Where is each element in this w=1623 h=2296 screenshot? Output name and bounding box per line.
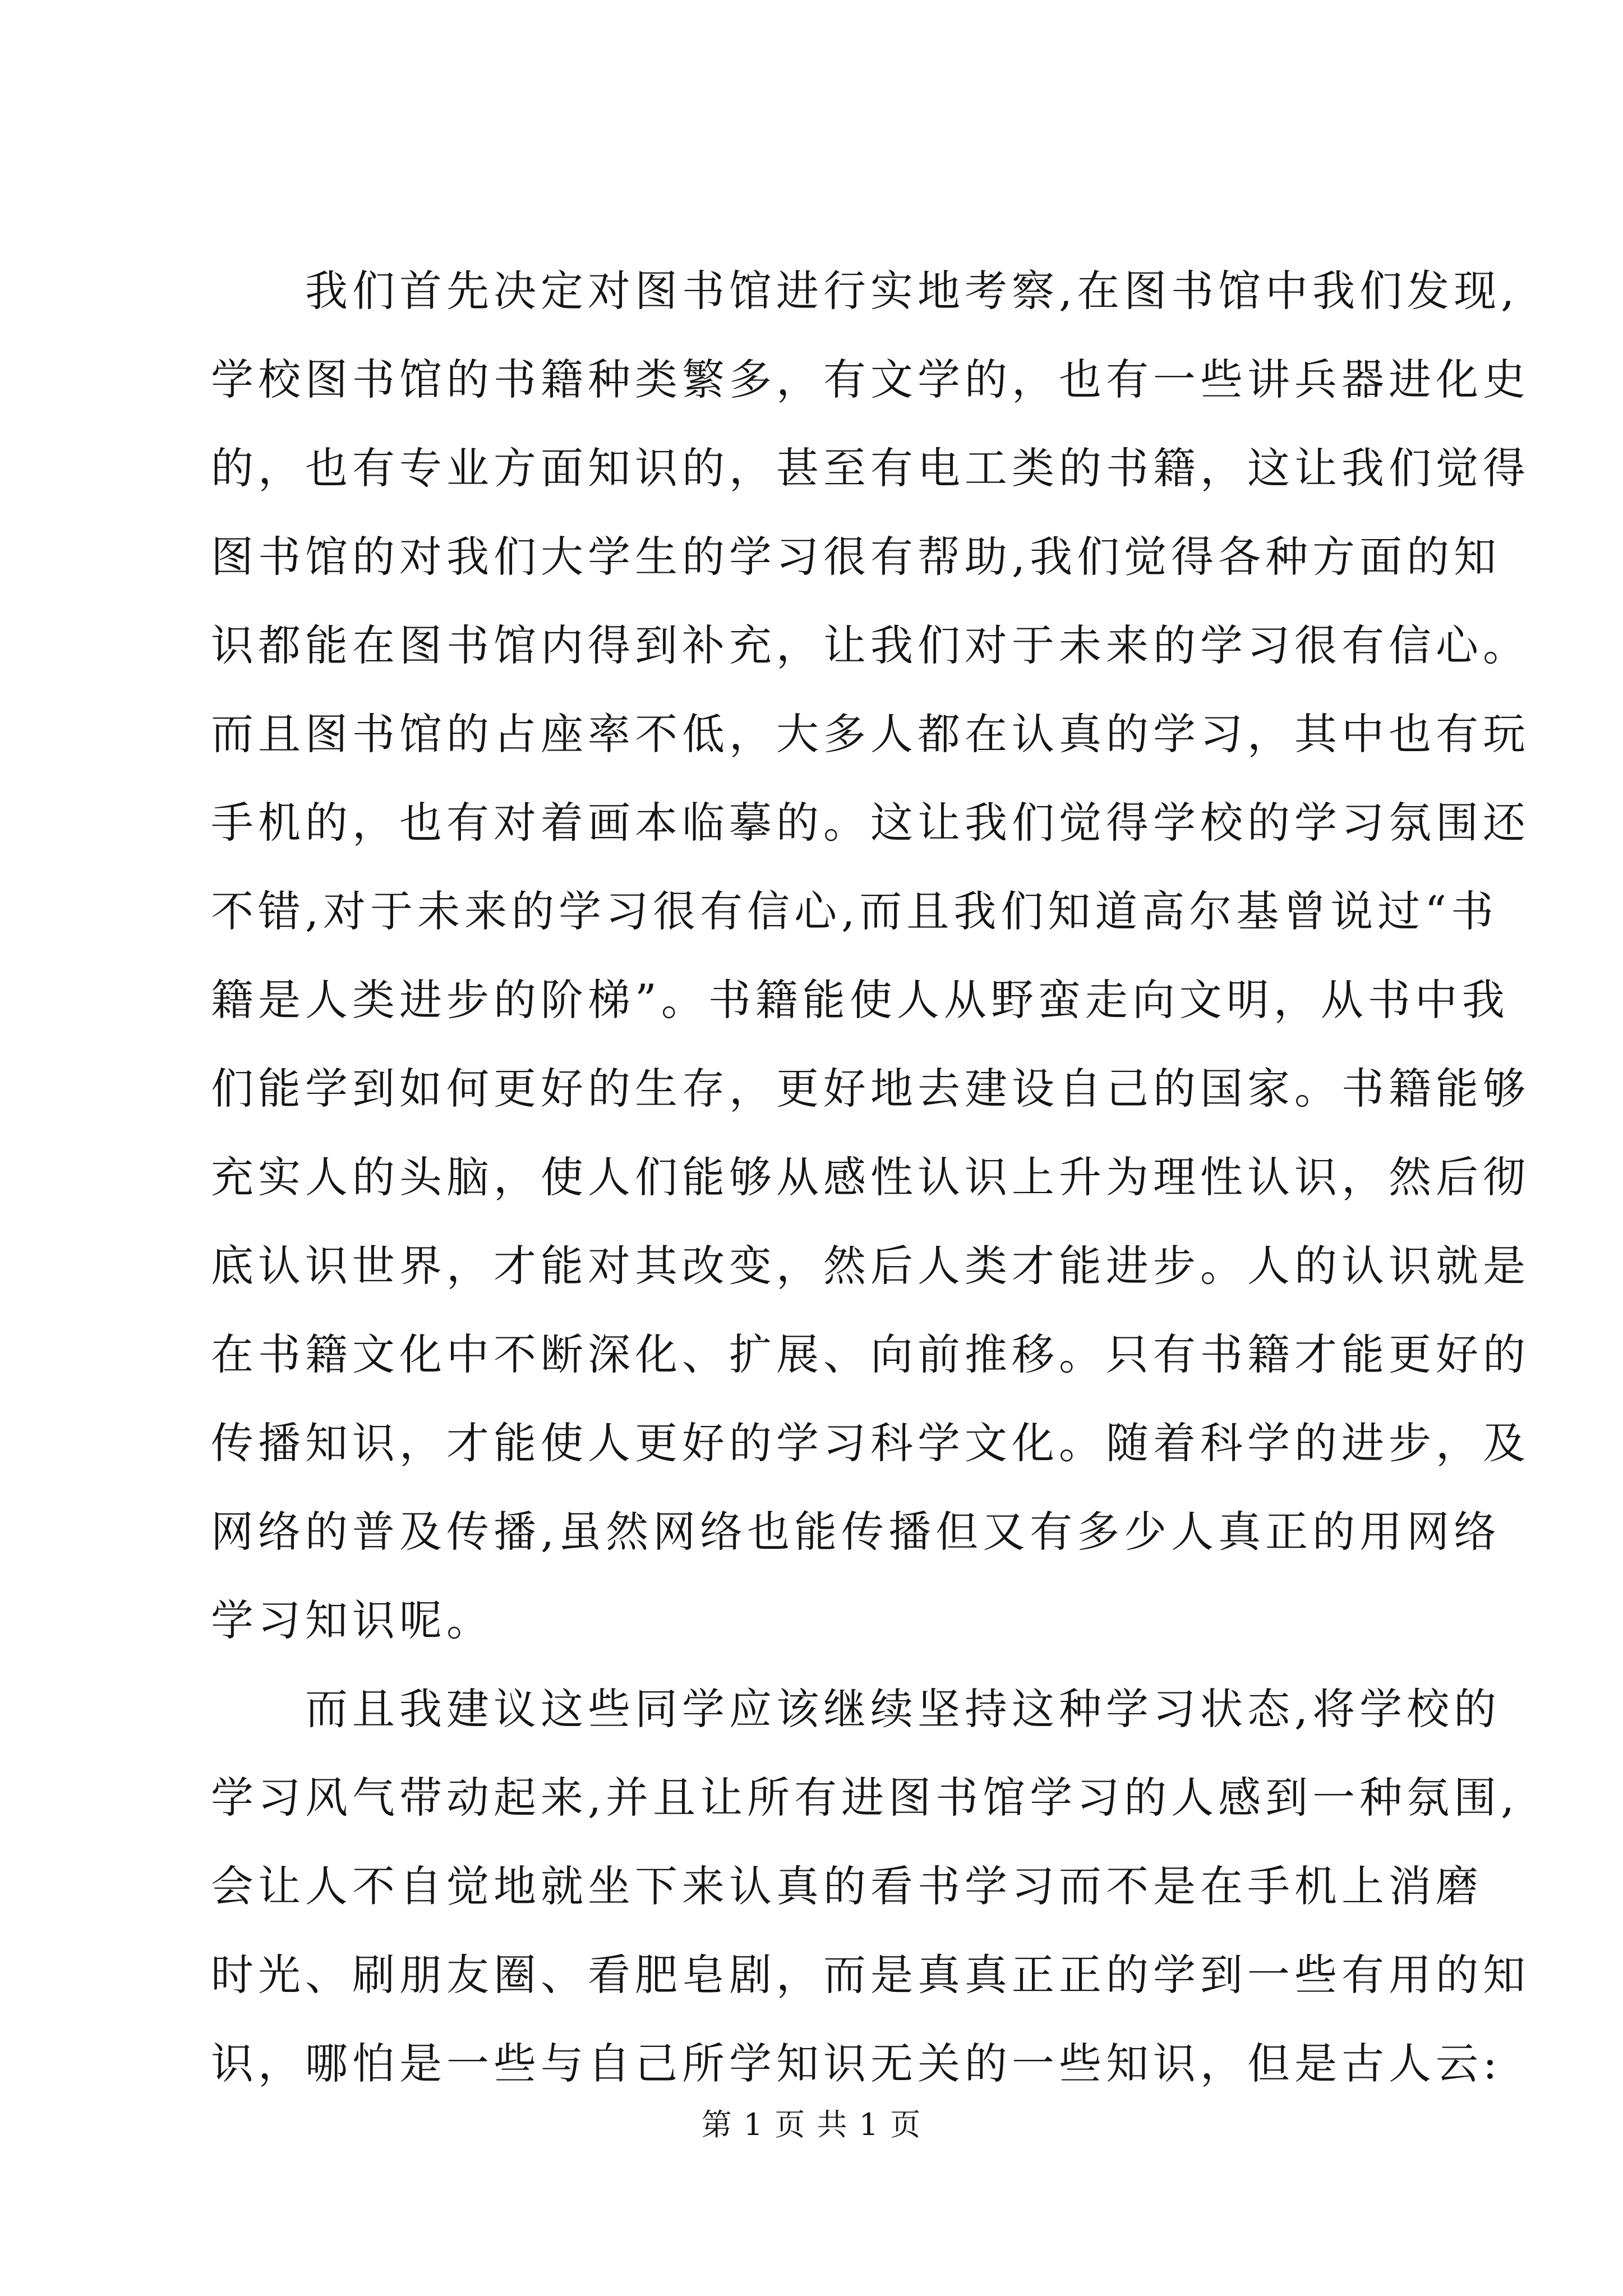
text-line: 时光、刷朋友圈、看肥皂剧，而是真真正正的学到一些有用的知 bbox=[211, 1950, 1530, 2000]
text-line: 籍是人类进步的阶梯”。书籍能使人从野蛮走向文明，从书中我 bbox=[211, 975, 1509, 1025]
text-line: 充实人的头脑，使人们能够从感性认识上升为理性认识，然后彻 bbox=[211, 1152, 1530, 1202]
document-body bbox=[211, 247, 1530, 2108]
text-line: 学习风气带动起来,并且让所有进图书馆学习的人感到一种氛围, bbox=[211, 1773, 1519, 1823]
text-line: 网络的普及传播,虽然网络也能传播但又有多少人真正的用网络 bbox=[211, 1507, 1501, 1557]
text-line: 图书馆的对我们大学生的学习很有帮助,我们觉得各种方面的知 bbox=[211, 532, 1501, 582]
paragraph-1 bbox=[211, 247, 1530, 1665]
text-line: 识，哪怕是一些与自己所学知识无关的一些知识，但是古人云: bbox=[211, 2039, 1502, 2088]
text-line: 学校图书馆的书籍种类繁多，有文学的，也有一些讲兵器进化史 bbox=[211, 355, 1530, 404]
text-line: 传播知识，才能使人更好的学习科学文化。随着科学的进步，及 bbox=[211, 1418, 1530, 1468]
paragraph-2 bbox=[211, 1665, 1530, 2108]
text-line: 的，也有专业方面知识的，甚至有电工类的书籍，这让我们觉得 bbox=[211, 443, 1530, 493]
page-footer: 第 1 页 共 1 页 bbox=[701, 2107, 922, 2142]
text-line: 们能学到如何更好的生存，更好地去建设自己的国家。书籍能够 bbox=[211, 1064, 1530, 1114]
text-line: 在书籍文化中不断深化、扩展、向前推移。只有书籍才能更好的 bbox=[211, 1329, 1530, 1379]
text-line: 而且图书馆的占座率不低，大多人都在认真的学习，其中也有玩 bbox=[211, 709, 1530, 759]
text-line: 手机的，也有对着画本临摹的。这让我们觉得学校的学习氛围还 bbox=[211, 798, 1530, 848]
text-line: 学习知识呢。 bbox=[211, 1595, 494, 1645]
text-line: 不错,对于未来的学习很有信心,而且我们知道高尔基曾说过“书 bbox=[211, 886, 1498, 936]
text-line: 而且我建议这些同学应该继续坚持这种学习状态,将学校的 bbox=[211, 1684, 1501, 1734]
text-line: 识都能在图书馆内得到补充，让我们对于未来的学习很有信心。 bbox=[211, 620, 1530, 670]
text-line: 会让人不自觉地就坐下来认真的看书学习而不是在手机上消磨 bbox=[211, 1861, 1483, 1911]
text-line: 我们首先决定对图书馆进行实地考察,在图书馆中我们发现, bbox=[211, 266, 1519, 316]
text-line: 底认识世界，才能对其改变，然后人类才能进步。人的认识就是 bbox=[211, 1241, 1530, 1291]
